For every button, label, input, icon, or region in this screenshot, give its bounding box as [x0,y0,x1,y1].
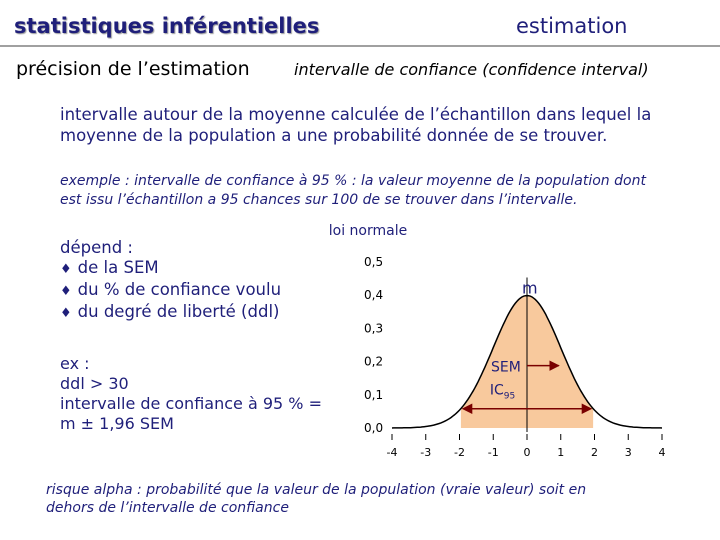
x-tick-label: 1 [557,446,565,459]
alpha-risk-line: dehors de l’intervalle de confiance [46,500,289,516]
x-tick-label: 3 [624,446,632,459]
example-calculation-heading: ex : [60,354,90,373]
y-tick-label: 0,1 [364,387,384,402]
x-tick-label: -4 [386,446,398,459]
x-tick-label: -2 [454,446,465,459]
y-tick-label: 0,3 [364,321,384,336]
x-tick-label: 2 [591,446,598,459]
y-tick-label: 0,5 [364,255,384,269]
y-axis-ticks [364,255,383,435]
chart-title: loi normale [328,223,408,239]
mean-label: m [522,278,538,298]
example-line: exemple : intervalle de confiance à 95 % : la valeur moyenne de la population dont [60,173,646,189]
list-item-label: du % de confiance voulu [77,280,282,299]
x-tick-label: 0 [523,446,531,459]
subtitle-definition: intervalle de confiance (confidence interval) [294,60,649,79]
depends-heading: dépend : [60,238,133,257]
y-tick-label: 0,4 [364,288,384,303]
list-item-label: de la SEM [77,258,159,277]
x-axis [387,434,666,459]
diamond-bullet-icon: ♦ [60,262,72,277]
sem-label: SEM [491,359,521,376]
definition-line: moyenne de la population a une probabilité donnée de se trouver. [60,126,608,145]
ic-label: $IC_{95}$ [489,382,516,402]
example-calculation-line: intervalle de confiance à 95 % = [60,394,322,413]
x-tick-label: 4 [658,446,666,459]
example-line: est issu l’échantillon a 95 chances sur 100 de se trouver dans l’intervalle. [60,192,578,208]
definition-line: intervalle autour de la moyenne calculée de l’échantillon dans lequel la [60,105,652,124]
y-tick-label: 0,0 [364,421,384,435]
x-tick-label: -3 [420,446,432,459]
diamond-bullet-icon: ♦ [60,306,72,321]
x-tick-label: -1 [487,446,499,459]
y-tick-label: 0,2 [364,354,384,369]
slide-title: statistiques inférentielles [14,14,320,38]
section-title: estimation [516,14,628,38]
diamond-bullet-icon: ♦ [60,284,72,299]
example-calculation-line: m ± 1,96 SEM [60,414,174,433]
subtitle: précision de l’estimation [16,58,250,80]
list-item-label: du degré de liberté (ddl) [77,302,280,321]
example-calculation-line: ddl > 30 [60,374,129,393]
alpha-risk-line: risque alpha : probabilité que la valeur de la population (vraie valeur) soit en [46,482,587,498]
